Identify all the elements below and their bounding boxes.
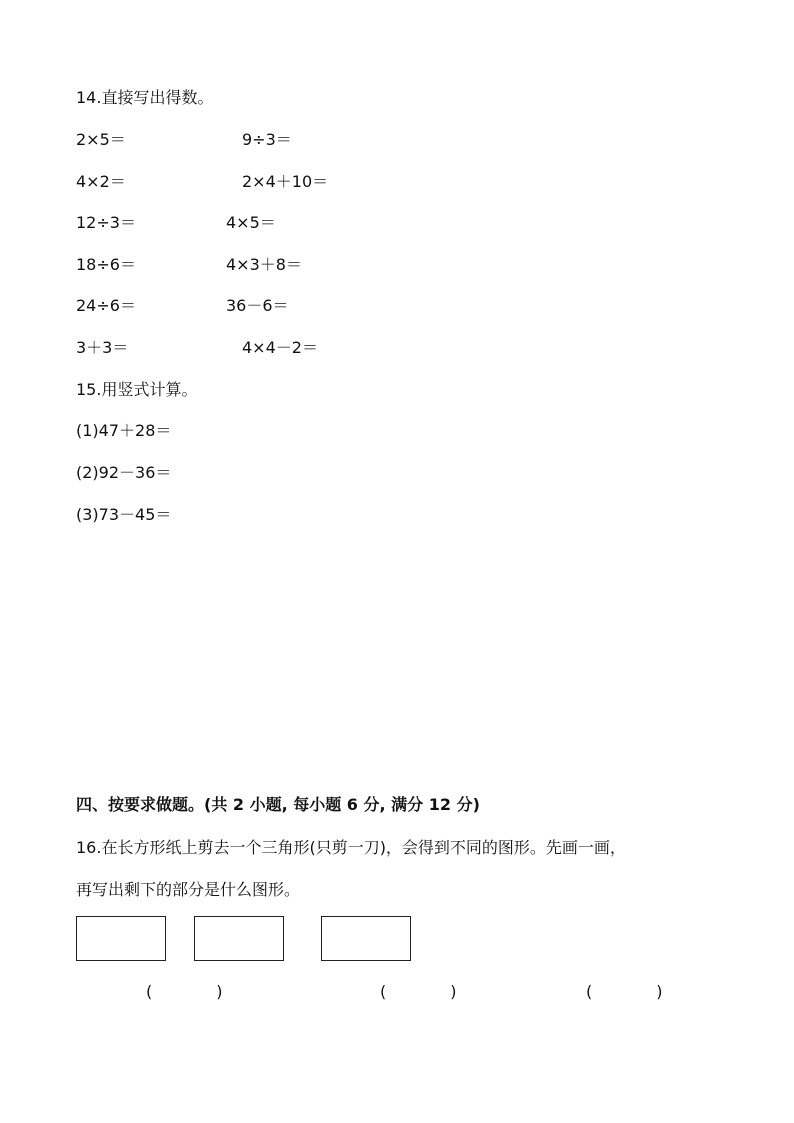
answer-blank-1[interactable]: ( ) bbox=[146, 982, 223, 1001]
rectangle-box-3 bbox=[321, 916, 411, 961]
q14-item-5: 12÷3＝ bbox=[76, 213, 136, 232]
q14-title: 14.直接写出得数。 bbox=[76, 88, 214, 107]
q15-item-2: (2)92－36＝ bbox=[76, 463, 172, 482]
q14-item-3: 4×2＝ bbox=[76, 172, 126, 191]
answer-blank-2[interactable]: ( ) bbox=[380, 982, 457, 1001]
section4-heading: 四、按要求做题。(共 2 小题, 每小题 6 分, 满分 12 分) bbox=[76, 795, 480, 814]
q14-item-4: 2×4＋10＝ bbox=[242, 172, 329, 191]
q14-item-1: 2×5＝ bbox=[76, 130, 126, 149]
rectangle-box-2 bbox=[194, 916, 284, 961]
q14-item-7: 18÷6＝ bbox=[76, 255, 136, 274]
q14-item-11: 3＋3＝ bbox=[76, 338, 129, 357]
q14-item-10: 36－6＝ bbox=[226, 296, 289, 315]
q14-item-9: 24÷6＝ bbox=[76, 296, 136, 315]
rectangle-box-1 bbox=[76, 916, 166, 961]
q14-item-12: 4×4－2＝ bbox=[242, 338, 318, 357]
q15-title: 15.用竖式计算。 bbox=[76, 380, 198, 399]
answer-blank-3[interactable]: ( ) bbox=[586, 982, 663, 1001]
q16-line-1: 16.在长方形纸上剪去一个三角形(只剪一刀)，会得到不同的图形。先画一画， bbox=[76, 838, 626, 857]
q15-item-3: (3)73－45＝ bbox=[76, 505, 172, 524]
q14-item-8: 4×3＋8＝ bbox=[226, 255, 302, 274]
q15-item-1: (1)47＋28＝ bbox=[76, 421, 172, 440]
q16-line-2: 再写出剩下的部分是什么图形。 bbox=[76, 880, 301, 899]
q14-item-6: 4×5＝ bbox=[226, 213, 276, 232]
q14-item-2: 9÷3＝ bbox=[242, 130, 292, 149]
